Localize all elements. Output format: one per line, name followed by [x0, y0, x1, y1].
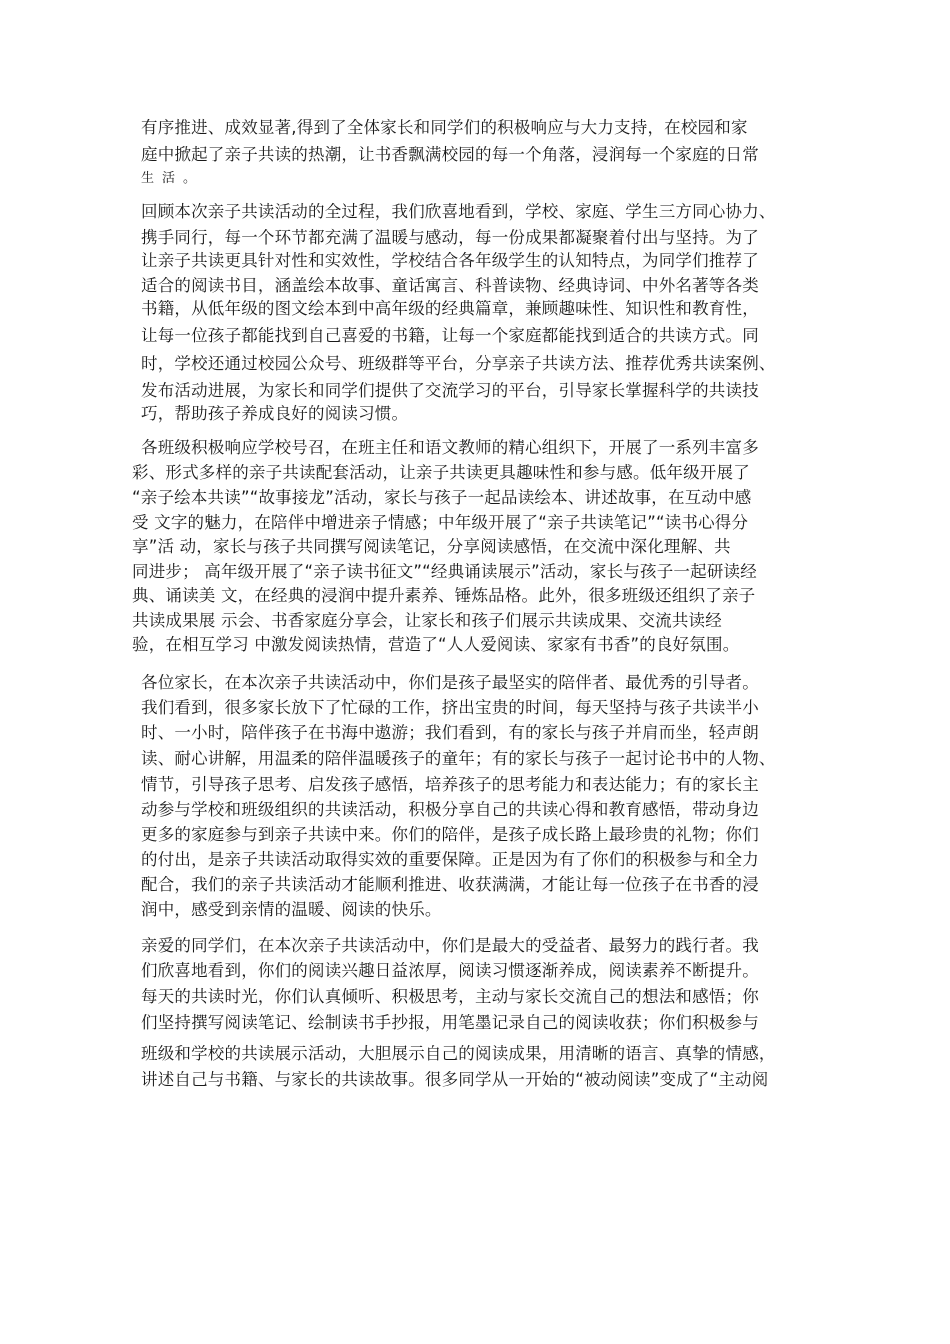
text-line: 享”活 动，家长与孩子共同撰写阅读笔记，分享阅读感悟，在交流中深化理解、共: [132, 537, 731, 556]
text-line: 让每一位孩子都能找到自己喜爱的书籍，让每一个家庭都能找到适合的共读方式。同: [141, 326, 759, 345]
text-line: 受 文字的魅力，在陪伴中增进亲子情感；中年级开展了“亲子共读笔记”“读书心得分: [132, 513, 749, 532]
text-line: 时，学校还通过校园公众号、班级群等平台，分享亲子共读方法、推荐优秀共读案例、: [141, 354, 776, 373]
text-line: 回顾本次亲子共读活动的全过程，我们欣喜地看到，学校、家庭、学生三方同心协力、: [141, 202, 776, 221]
text-line: 彩、形式多样的亲子共读配套活动，让亲子共读更具趣味性和参与感。低年级开展了: [132, 463, 750, 482]
text-line: 的付出，是亲子共读活动取得实效的重要保障。正是因为有了你们的积极参与和全力: [141, 850, 759, 869]
text-line: 讲述自己与书籍、与家长的共读故事。很多同学从一开始的“被动阅读”变成了“主动阅: [141, 1070, 769, 1089]
text-line: 读、耐心讲解，用温柔的陪伴温暖孩子的童年；有的家长与孩子一起讨论书中的人物、: [141, 749, 776, 768]
text-line: “亲子绘本共读”“故事接龙”活动，家长与孩子一起品读绘本、讲述故事，在互动中感: [132, 488, 752, 507]
text-line: 有序推进、成效显著,得到了全体家长和同学们的积极响应与大力支持，在校园和家: [141, 118, 748, 137]
text-line: 动参与学校和班级组织的共读活动，积极分享自己的共读心得和教育感悟，带动身边: [141, 800, 759, 819]
text-line: 每天的共读时光，你们认真倾听、积极思考，主动与家长交流自己的想法和感悟；你: [141, 987, 759, 1006]
text-line: 典、诵读美 文，在经典的浸润中提升素养、锤炼品格。此外，很多班级还组织了亲子: [132, 586, 756, 605]
text-line: 同进步； 高年级开展了“亲子读书征文”“经典诵读展示”活动，家长与孩子一起研读经: [132, 562, 757, 581]
text-line: 们欣喜地看到，你们的阅读兴趣日益浓厚，阅读习惯逐渐养成，阅读素养不断提升。: [141, 961, 759, 980]
text-line: 情节，引导孩子思考、启发孩子感悟，培养孩子的思考能力和表达能力；有的家长主: [141, 775, 759, 794]
text-line: 润中，感受到亲情的温暖、阅读的快乐。: [141, 900, 442, 919]
text-line: 们坚持撰写阅读笔记、绘制读书手抄报，用笔墨记录自己的阅读收获；你们积极参与: [141, 1013, 759, 1032]
text-line: 验，在相互学习 中激发阅读热情，营造了“人人爱阅读、家家有书香”的良好氛围。: [132, 635, 740, 654]
text-line: 配合，我们的亲子共读活动才能顺利推进、收获满满，才能让每一位孩子在书香的浸: [141, 875, 759, 894]
text-line: 适合的阅读书目，涵盖绘本故事、童话寓言、科普读物、经典诗词、中外名著等各类: [141, 276, 759, 295]
text-line: 各班级积极响应学校号召，在班主任和语文教师的精心组织下，开展了一系列丰富多: [141, 438, 759, 457]
text-line: 庭中掀起了亲子共读的热潮，让书香飘满校园的每一个角落，浸润每一个家庭的日常: [141, 145, 759, 164]
text-line: 共读成果展 示会、书香家庭分享会，让家长和孩子们展示共读成果、交流共读经: [132, 611, 722, 630]
text-line: 各位家长，在本次亲子共读活动中，你们是孩子最坚实的陪伴者、最优秀的引导者。: [141, 673, 759, 692]
text-line: 更多的家庭参与到亲子共读中来。你们的陪伴，是孩子成长路上最珍贵的礼物；你们: [141, 825, 759, 844]
text-line: 班级和学校的共读展示活动，大胆展示自己的阅读成果，用清晰的语言、真挚的情感，: [141, 1044, 776, 1063]
text-line: 让亲子共读更具针对性和实效性，学校结合各年级学生的认知特点，为同学们推荐了: [141, 251, 759, 270]
text-line: 生活。: [141, 171, 205, 186]
text-line: 亲爱的同学们，在本次亲子共读活动中，你们是最大的受益者、最努力的践行者。我: [141, 936, 759, 955]
text-line: 发布活动进展，为家长和同学们提供了交流学习的平台，引导家长掌握科学的共读技: [141, 381, 759, 400]
text-line: 书籍，从低年级的图文绘本到中高年级的经典篇章，兼顾趣味性、知识性和教育性，: [141, 299, 759, 318]
text-line: 时、一小时，陪伴孩子在书海中遨游；我们看到，有的家长与孩子并肩而坐，轻声朗: [141, 723, 759, 742]
text-line: 携手同行，每一个环节都充满了温暖与感动，每一份成果都凝聚着付出与坚持。为了: [141, 228, 759, 247]
text-line: 我们看到，很多家长放下了忙碌的工作，挤出宝贵的时间，每天坚持与孩子共读半小: [141, 698, 759, 717]
text-line: 巧，帮助孩子养成良好的阅读习惯。: [141, 404, 409, 423]
